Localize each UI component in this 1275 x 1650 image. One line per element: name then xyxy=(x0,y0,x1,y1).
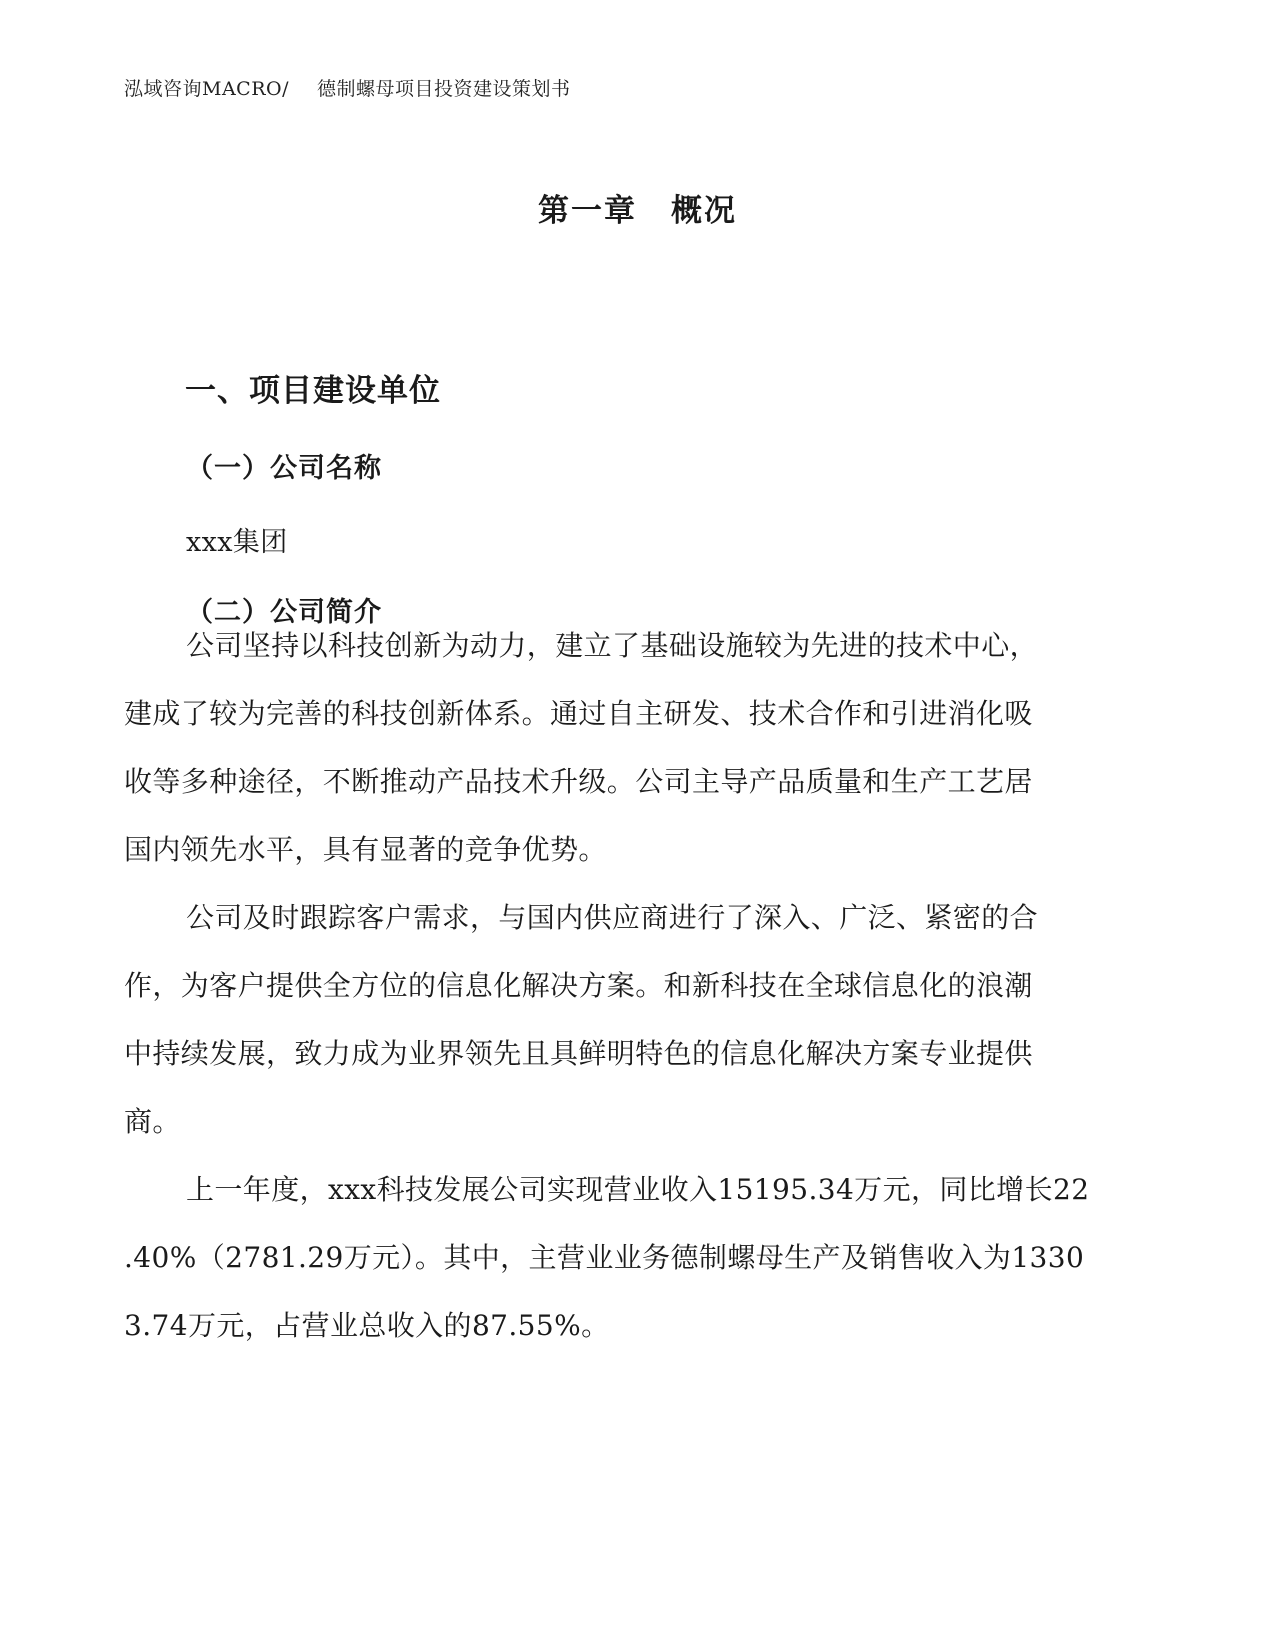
paragraph-line: 收等多种途径，不断推动产品技术升级。公司主导产品质量和生产工艺居 xyxy=(124,765,1033,798)
paragraph-line: .40%（2781.29万元）。其中，主营业业务德制螺母生产及销售收入为1330 xyxy=(124,1241,1085,1274)
paragraph-line: 商。 xyxy=(124,1105,181,1138)
paragraph-line: 3.74万元，占营业总收入的87.55%。 xyxy=(124,1309,610,1342)
subsection-heading-company-profile: （二）公司简介 xyxy=(186,597,382,628)
chapter-heading xyxy=(0,185,1275,230)
paragraph-line: 建成了较为完善的科技创新体系。通过自主研发、技术合作和引进消化吸 xyxy=(124,697,1033,730)
paragraph-line: 国内领先水平，具有显著的竞争优势。 xyxy=(124,833,607,866)
paragraph-line: 中持续发展，致力成为业界领先且具鲜明特色的信息化解决方案专业提供 xyxy=(124,1037,1033,1070)
paragraph-line: 公司及时跟踪客户需求，与国内供应商进行了深入、广泛、紧密的合 xyxy=(186,901,1039,934)
paragraph-line: 上一年度，xxx科技发展公司实现营业收入15195.34万元，同比增长22 xyxy=(186,1173,1090,1206)
paragraph-line: 作，为客户提供全方位的信息化解决方案。和新科技在全球信息化的浪潮 xyxy=(124,969,1033,1002)
section-heading: 一、项目建设单位 xyxy=(185,373,441,409)
paragraph-line: 公司坚持以科技创新为动力，建立了基础设施较为先进的技术中心， xyxy=(186,629,1039,662)
company-name-text: xxx集团 xyxy=(186,527,288,558)
page-header xyxy=(124,74,571,101)
header-document-title: 德制螺母项目投资建设策划书 xyxy=(317,78,571,100)
header-company: 泓域咨询MACRO/ xyxy=(124,78,289,100)
chapter-number: 第一章 xyxy=(538,193,637,229)
chapter-title: 概况 xyxy=(671,193,737,229)
subsection-heading-company-name: （一）公司名称 xyxy=(186,453,382,484)
